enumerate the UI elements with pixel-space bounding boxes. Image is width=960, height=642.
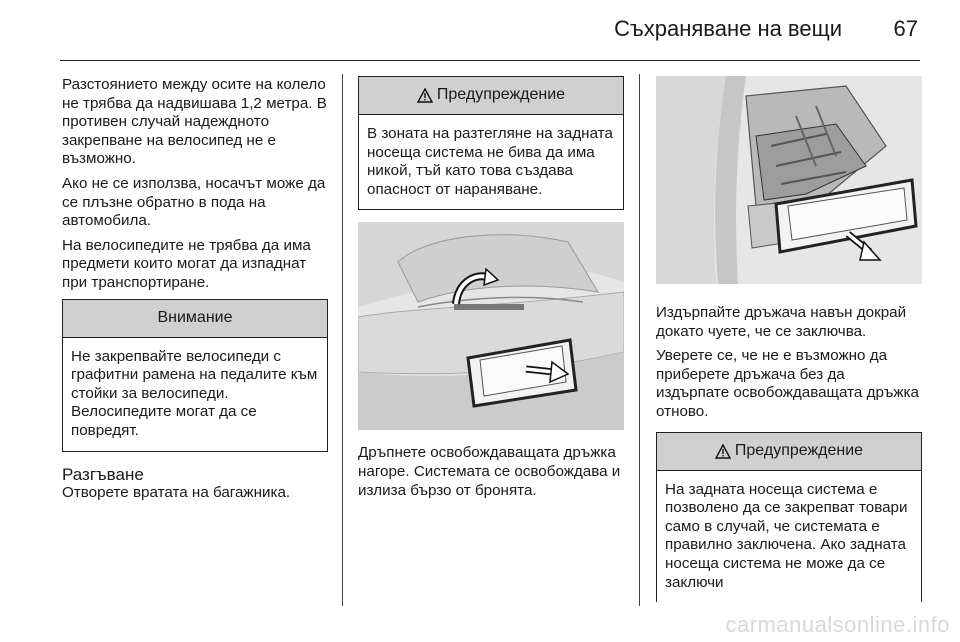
header-divider (60, 60, 920, 61)
warning-box-1 (358, 76, 624, 210)
paragraph-open-tailgate: Отворете вратата на багажника. (62, 483, 291, 501)
section-heading-unfold: Разгъване (62, 464, 144, 484)
warning-box-2 (656, 432, 922, 603)
warning-header-2 (657, 433, 921, 471)
warning-title-2: Предупреждение (734, 441, 864, 459)
caution-box (62, 299, 328, 452)
carrier-illustration (656, 76, 922, 284)
column-2 (358, 76, 624, 506)
paragraph-check-lock: Уверете се, че не е възможно да приберете дръжача без да издърпате освобождаващата дръжка отново. (656, 347, 919, 420)
bumper-illustration (358, 222, 624, 430)
page-header (0, 0, 960, 62)
column-divider-2 (639, 74, 640, 606)
rear-bumper-release-photo (358, 222, 624, 430)
caution-header (63, 300, 327, 338)
watermark: carmanualsonline.info (725, 612, 950, 637)
warning-header-1 (359, 77, 623, 115)
column-1 (62, 76, 328, 508)
column-divider-1 (342, 74, 343, 606)
warning-icon (715, 444, 731, 459)
warning-icon (417, 88, 433, 103)
paragraph-loose-items: На велосипедите не трябва да има предмети които могат да изпаднат при транспортиране. (62, 236, 311, 291)
warning-body-2: На задната носеща система е позволено да се закрепват товари само в случай, че системата е правилно заключена. Ако задната носеща система не може да се заключи (665, 480, 908, 591)
caption-release-handle: Дръпнете освобождаващата дръжка нагоре. Системата се освобождава и излиза бързо от бронята. (358, 444, 621, 499)
page-number: 67 (893, 16, 918, 41)
warning-body-1: В зоната на разтегляне на задната носеща система не бива да има никой, тъй като това създава опасност от нараняване. (367, 125, 613, 198)
warning-title-1: Предупреждение (436, 86, 566, 104)
paragraph-pull-out: Издърпайте дръжача навън докрай докато чуете, че се заключва. (656, 304, 907, 340)
column-3 (656, 76, 922, 602)
caution-body: Не закрепвайте велосипеди с графитни рамена на педалите към стойки за велосипеди. Велосипедите могат да се повредят. (71, 347, 318, 439)
paragraph-wheelbase: Разстоянието между осите на колело не трябва да надвишава 1,2 метра. В противен случай надеждното закрепване на велосипед не е възможно. (62, 76, 327, 168)
paragraph-retract: Ако не се използва, носачът може да се плъзне обратно в пода на автомобила. (62, 174, 326, 230)
caution-title: Внимание (157, 308, 233, 326)
carrier-extended-photo (656, 76, 922, 284)
page-title: Съхраняване на вещи (614, 16, 842, 41)
